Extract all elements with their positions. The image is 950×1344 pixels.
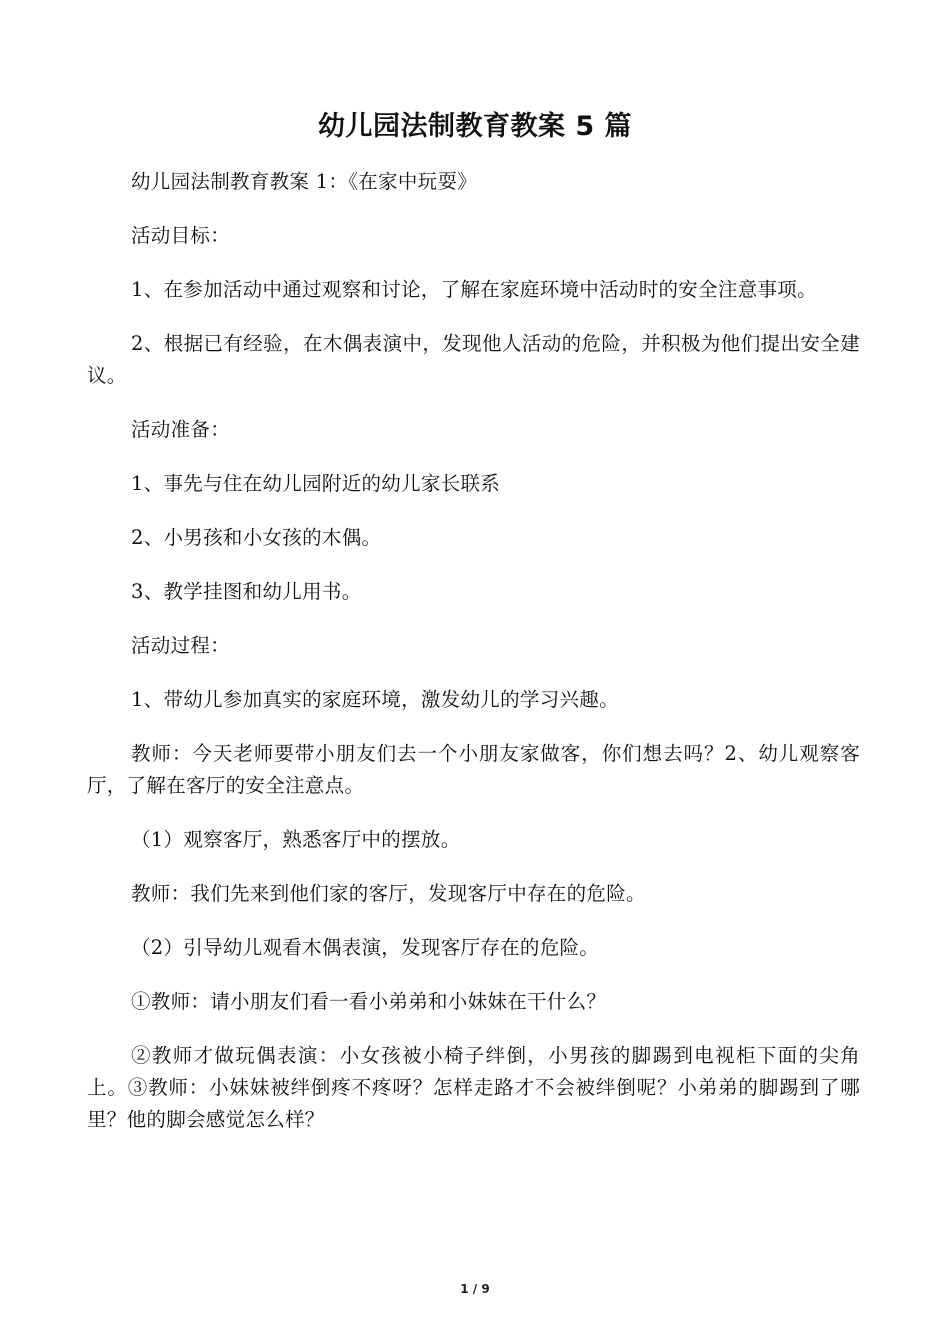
paragraph-prep-3: 3、教学挂图和幼儿用书。 — [131, 580, 362, 603]
paragraph-prep-2: 2、小男孩和小女孩的木偶。 — [131, 526, 382, 549]
page-number: 1 / 9 — [460, 1282, 490, 1296]
paragraph-prep-1: 1、事先与住在幼儿园附近的幼儿家长联系 — [131, 472, 501, 495]
paragraph-goal-1: 1、在参加活动中通过观察和讨论，了解在家庭环境中活动时的安全注意事项。 — [131, 278, 817, 301]
paragraph-goals-heading: 活动目标： — [131, 224, 231, 247]
paragraph-circled-2-3: ②教师才做玩偶表演：小女孩被小椅子绊倒，小男孩的脚踢到电视柜下面的尖角上。③教师：小妹妹被绊倒疼不疼呀？怎样走路才不会被绊倒呢？小弟弟的脚踢到了哪里？他的脚会感觉怎么样？ — [87, 1044, 860, 1131]
paragraph-goal-2: 2、根据已有经验，在木偶表演中，发现他人活动的危险，并积极为他们提出安全建议。 — [87, 332, 860, 387]
paragraph-process-1: 1、带幼儿参加真实的家庭环境，激发幼儿的学习兴趣。 — [131, 688, 619, 711]
document-body — [87, 166, 860, 1158]
document-title: 幼儿园法制教育教案 5 篇 — [317, 111, 633, 142]
paragraph-teacher-2: 教师：我们先来到他们家的客厅，发现客厅中存在的危险。 — [131, 882, 646, 905]
paragraph-teacher-1: 教师：今天老师要带小朋友们去一个小朋友家做客，你们想去吗？2、幼儿观察客厅，了解在客厅的安全注意点。 — [87, 742, 860, 797]
paragraph-step-2: （2）引导幼儿观看木偶表演，发现客厅存在的危险。 — [131, 936, 600, 959]
paragraph-lesson-heading: 幼儿园法制教育教案 1：《在家中玩耍》 — [131, 170, 478, 193]
paragraph-step-1: （1）观察客厅，熟悉客厅中的摆放。 — [131, 828, 461, 851]
paragraph-process-heading: 活动过程： — [131, 634, 231, 657]
paragraph-prep-heading: 活动准备： — [131, 418, 231, 441]
paragraph-circled-1: ①教师：请小朋友们看一看小弟弟和小妹妹在干什么？ — [131, 990, 607, 1013]
